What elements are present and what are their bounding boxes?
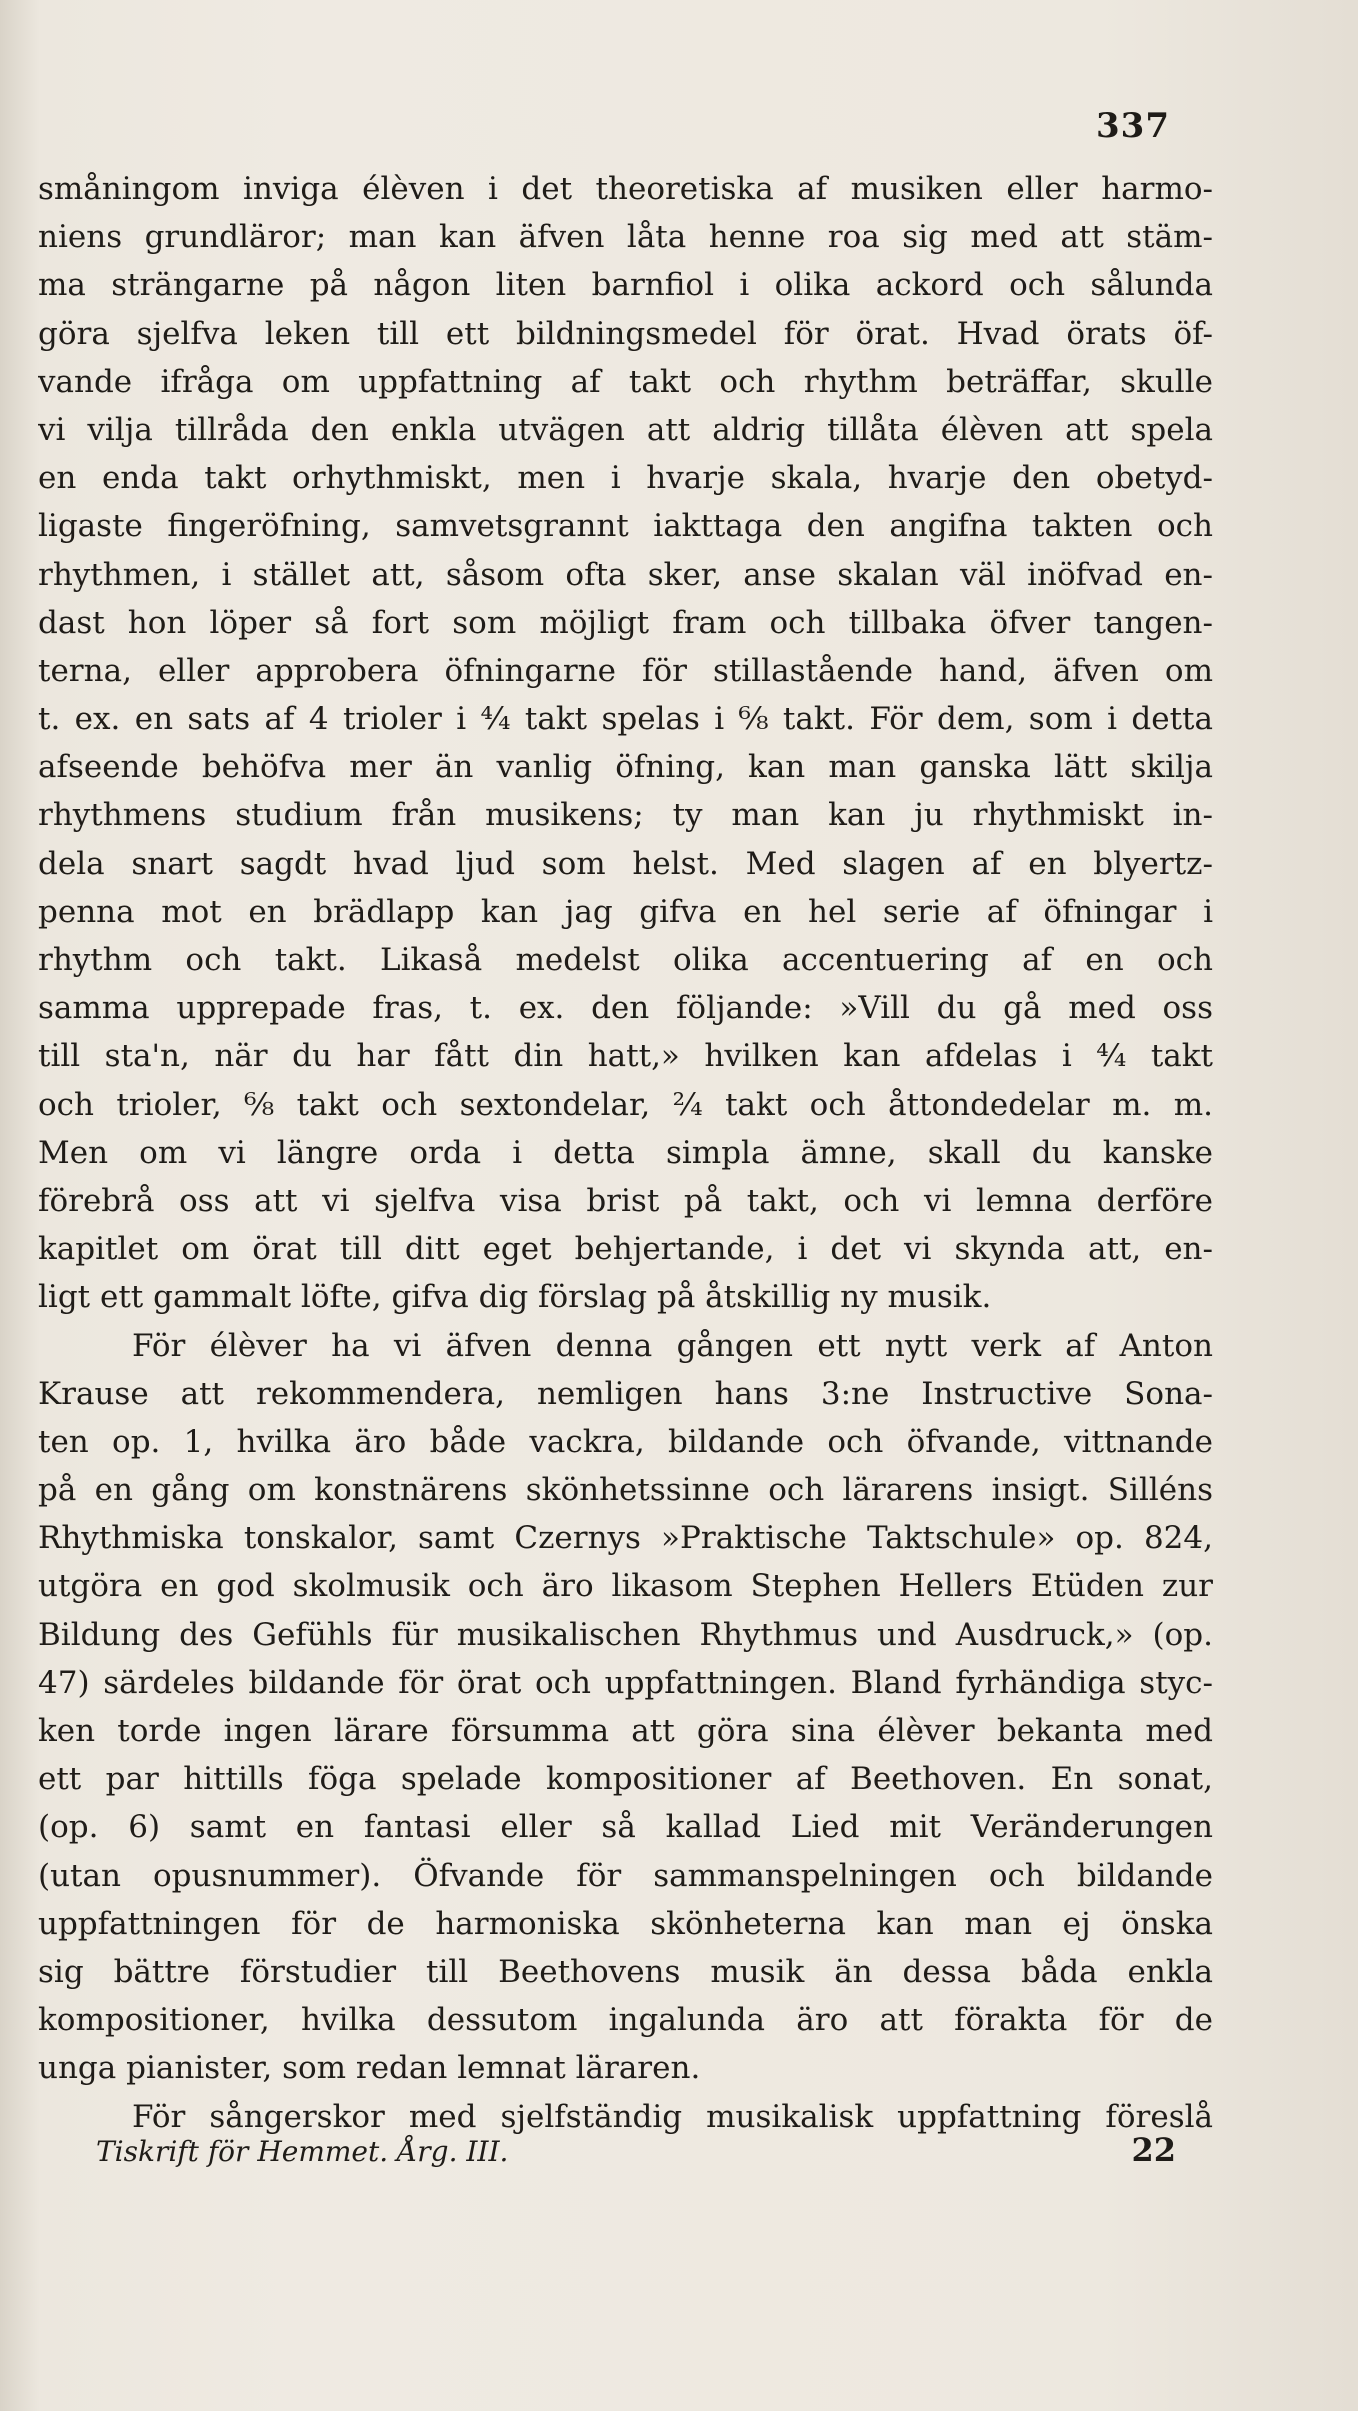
text-line-8: ligaste fingeröfning, samvetsgrannt iakttaga den angifna takten och	[38, 508, 1213, 545]
text-line-32: 47) särdeles bildande för örat och uppfattningen. Bland fyrhändiga styc-	[38, 1664, 1213, 1701]
text-line-26: Krause att rekommendera, nemligen hans 3:ne Instructive Sona-	[38, 1375, 1213, 1412]
text-line-12: t. ex. en sats af 4 trioler i ⁴⁄₄ takt spelas i ⁶⁄₈ takt. För dem, som i detta	[38, 701, 1213, 738]
text-line-20: och trioler, ⁶⁄₈ takt och sextondelar, ²⁄₄ takt och åttondedelar m. m.	[38, 1086, 1213, 1123]
text-line-27: ten op. 1, hvilka äro både vackra, bildande och öfvande, vittnande	[38, 1423, 1213, 1460]
text-line-33: ken torde ingen lärare försumma att göra sina élèver bekanta med	[38, 1713, 1213, 1749]
text-line-11: terna, eller approbera öfningarne för stillastående hand, äfven om	[38, 652, 1213, 689]
text-line-9: rhythmen, i stället att, såsom ofta sker, anse skalan väl inöfvad en-	[38, 556, 1213, 593]
text-line-17: rhythm och takt. Likaså medelst olika accentuering af en och	[38, 942, 1213, 978]
page-footer	[96, 2131, 1176, 2183]
page-number: 337	[1096, 106, 1170, 146]
text-line-37: uppfattningen för de harmoniska skönheterna kan man ej önska	[38, 1905, 1213, 1942]
text-line-15: dela snart sagdt hvad ljud som helst. Med slagen af en blyertz-	[38, 845, 1213, 882]
text-line-29: Rhythmiska tonskalor, samt Czernys »Praktische Taktschule» op. 824,	[38, 1520, 1213, 1557]
journal-signature: Tiskrift för Hemmet. Årg. III.	[96, 2135, 509, 2168]
text-line-40: unga pianister, som redan lemnat läraren.	[38, 2050, 701, 2087]
text-line-28: på en gång om konstnärens skönhetssinne och lärarens insigt. Silléns	[38, 1472, 1213, 1509]
text-line-16: penna mot en brädlapp kan jag gifva en hel serie af öfningar i	[38, 893, 1213, 930]
text-line-41: För sångerskor med sjelfständig musikalisk uppfattning föreslå	[132, 2098, 1213, 2135]
text-line-23: kapitlet om örat till ditt eget behjertande, i det vi skynda att, en-	[38, 1231, 1213, 1268]
text-line-30: utgöra en god skolmusik och äro likasom Stephen Hellers Etüden zur	[38, 1568, 1213, 1605]
text-line-2: niens grundläror; man kan äfven låta henne roa sig med att stäm-	[38, 219, 1213, 256]
text-line-13: afseende behöfva mer än vanlig öfning, kan man ganska lätt skilja	[38, 749, 1213, 786]
text-line-10: dast hon löper så fort som möjligt fram och tillbaka öfver tangen-	[38, 604, 1213, 641]
text-line-22: förebrå oss att vi sjelfva visa brist på takt, och vi lemna derföre	[38, 1182, 1213, 1219]
text-line-5: vande ifråga om uppfattning af takt och rhythm beträffar, skulle	[38, 363, 1213, 400]
text-line-19: till sta'n, när du har fått din hatt,» hvilken kan afdelas i ⁴⁄₄ takt	[38, 1038, 1213, 1075]
text-line-4: göra sjelfva leken till ett bildningsmedel för örat. Hvad örats öf-	[38, 315, 1213, 352]
body-text	[38, 165, 1213, 2141]
text-line-7: en enda takt orhythmiskt, men i hvarje skala, hvarje den obetyd-	[38, 460, 1213, 497]
text-line-3: ma strängarne på någon liten barnfiol i olika ackord och sålunda	[38, 267, 1213, 304]
text-line-38: sig bättre förstudier till Beethovens musik än dessa båda enkla	[38, 1953, 1213, 1990]
text-line-25: För élèver ha vi äfven denna gången ett nytt verk af Anton	[132, 1327, 1213, 1364]
sheet-number: 22	[1131, 2131, 1176, 2169]
text-line-6: vi vilja tillråda den enkla utvägen att aldrig tillåta élèven att spela	[38, 411, 1213, 448]
text-line-24: ligt ett gammalt löfte, gifva dig förslag på åtskillig ny musik.	[38, 1279, 992, 1316]
text-line-21: Men om vi längre orda i detta simpla ämne, skall du kanske	[38, 1134, 1213, 1171]
text-line-35: (op. 6) samt en fantasi eller så kallad Lied mit Veränderungen	[38, 1809, 1213, 1846]
text-line-18: samma upprepade fras, t. ex. den följande: »Vill du gå med oss	[38, 990, 1213, 1027]
text-line-39: kompositioner, hvilka dessutom ingalunda äro att förakta för de	[38, 2002, 1213, 2039]
text-line-1: småningom inviga élèven i det theoretiska af musiken eller harmo-	[38, 171, 1213, 207]
text-line-31: Bildung des Gefühls für musikalischen Rhythmus und Ausdruck,» (op.	[38, 1616, 1213, 1653]
text-line-36: (utan opusnummer). Öfvande för sammanspelningen och bildande	[38, 1857, 1213, 1894]
text-line-14: rhythmens studium från musikens; ty man kan ju rhythmiskt in-	[38, 797, 1213, 834]
text-line-34: ett par hittills föga spelade kompositioner af Beethoven. En sonat,	[38, 1761, 1213, 1798]
